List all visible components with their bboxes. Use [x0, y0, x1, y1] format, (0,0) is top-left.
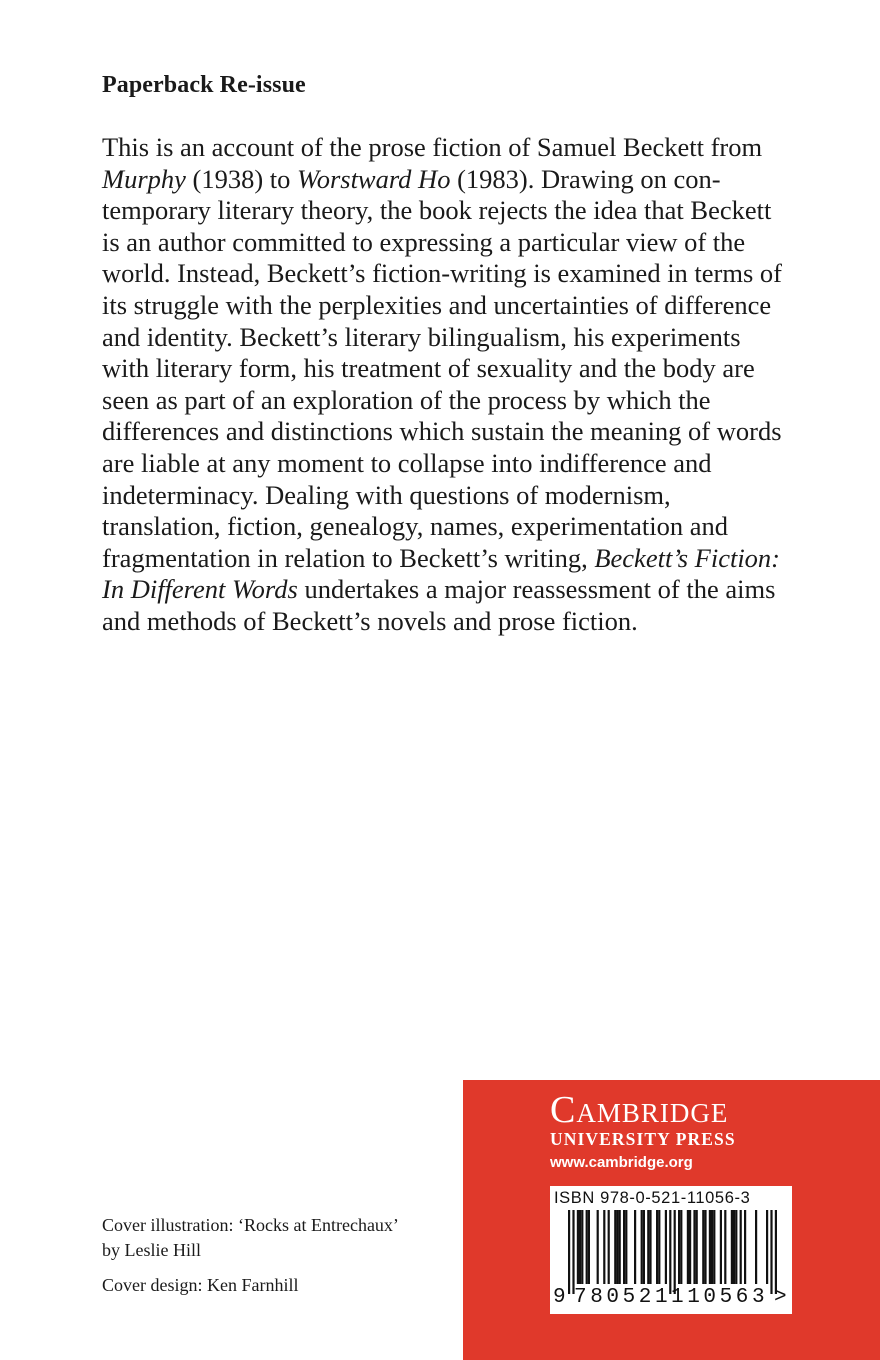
description-line [102, 164, 792, 196]
barcode-bar [623, 1210, 625, 1284]
barcode-bar [678, 1210, 680, 1284]
text-run: indeterminacy. Dealing with questions of modernism, [102, 479, 671, 510]
description-line [102, 353, 792, 385]
barcode-bar [616, 1210, 618, 1284]
description-line [102, 385, 792, 417]
barcode-bar [770, 1210, 772, 1294]
barcode-bar [696, 1210, 698, 1284]
italic-title: Worstward Ho [297, 163, 451, 194]
description-line [102, 416, 792, 448]
barcode-bar [766, 1210, 768, 1284]
publisher-url: www.cambridge.org [550, 1154, 693, 1171]
text-run: and methods of Beckett’s novels and prose fiction. [102, 605, 638, 636]
barcode-bar [713, 1210, 715, 1284]
barcode-bar [568, 1210, 570, 1294]
isbn-label: ISBN 978-0-521-11056-3 [554, 1189, 751, 1207]
description-line [102, 448, 792, 480]
barcode-bar [649, 1210, 651, 1284]
barcode-bar [658, 1210, 660, 1284]
text-run: undertakes a major reassessment of the aims [297, 574, 776, 605]
barcode-bar [619, 1210, 621, 1284]
barcode-bar [588, 1210, 590, 1284]
description-text [102, 132, 792, 638]
barcode-bar [755, 1210, 757, 1284]
illustration-credit-line1: Cover illustration: ‘Rocks at Entrechaux’ [102, 1215, 399, 1235]
text-run: and identity. Beckett’s literary bilingualism, his experiments [102, 321, 741, 352]
italic-title: Murphy [102, 163, 186, 194]
barcode-bar [647, 1210, 649, 1284]
text-run: world. Instead, Beckett’s fiction-writing is examined in terms of [102, 258, 783, 289]
barcode-bar [608, 1210, 610, 1284]
barcode-bar [674, 1210, 676, 1294]
publisher-subtitle: UNIVERSITY PRESS [550, 1129, 736, 1149]
barcode-bar [641, 1210, 643, 1284]
barcode-bar [656, 1210, 658, 1284]
text-run: differences and distinctions which sustain the meaning of words [102, 416, 782, 447]
barcode-bar [733, 1210, 735, 1284]
text-run: This is an account of the prose fiction of Samuel Beckett from [102, 132, 763, 162]
page-heading: Paperback Re-issue [102, 72, 306, 98]
illustration-credit-line2: by Leslie Hill [102, 1240, 201, 1260]
barcode-bar [724, 1210, 726, 1284]
text-run: its struggle with the perplexities and uncertainties of difference [102, 289, 772, 320]
barcode-bar [634, 1210, 636, 1284]
barcode-bar [731, 1210, 733, 1284]
barcode-bar [581, 1210, 583, 1284]
design-credit: Cover design: Ken Farnhill [102, 1275, 299, 1295]
description-line [102, 290, 792, 322]
text-run: (1938) to [185, 163, 298, 194]
description-line [102, 606, 792, 638]
publisher-block [463, 1080, 880, 1360]
description-line [102, 480, 792, 512]
barcode-bar [665, 1210, 667, 1284]
description-line [102, 195, 792, 227]
barcode-bar [643, 1210, 645, 1284]
description-line [102, 322, 792, 354]
text-run: are liable at any moment to collapse into indifference and [102, 447, 712, 478]
barcode-bar [709, 1210, 711, 1284]
barcode-bar [586, 1210, 588, 1284]
description-line [102, 574, 792, 606]
barcode-quiet-marker: > [774, 1286, 787, 1309]
italic-title: Beckett’s Fiction: [594, 542, 781, 573]
barcode-bar [693, 1210, 695, 1284]
barcode-bar [572, 1210, 574, 1294]
barcode-bar [680, 1210, 682, 1284]
barcode-bar [711, 1210, 713, 1284]
barcode-bar [625, 1210, 627, 1284]
publisher-name: Cambridge [550, 1089, 729, 1131]
barcode-bar [689, 1210, 691, 1284]
barcode-bar [744, 1210, 746, 1284]
barcode-digits-left: 780521 [574, 1286, 672, 1309]
barcode-bar [579, 1210, 581, 1284]
barcode-bar [735, 1210, 737, 1284]
description-line [102, 258, 792, 290]
text-run: fragmentation in relation to Beckett’s writing, [102, 542, 595, 573]
barcode-bar [740, 1210, 742, 1284]
description-line [102, 511, 792, 543]
barcode-bar [704, 1210, 706, 1284]
barcode-bar [702, 1210, 704, 1284]
barcode-bar [614, 1210, 616, 1284]
description-line [102, 543, 792, 575]
text-run: temporary literary theory, the book rejects the idea that Beckett [102, 195, 772, 226]
text-run: is an author committed to expressing a particular view of the [102, 226, 746, 257]
cover-credits [102, 1213, 399, 1298]
barcode-bar [577, 1210, 579, 1284]
description-line [102, 227, 792, 259]
barcode [550, 1186, 792, 1314]
barcode-bar [669, 1210, 671, 1294]
barcode-bar [603, 1210, 605, 1284]
text-run: with literary form, his treatment of sexuality and the body are [102, 353, 755, 384]
description-line [102, 132, 792, 164]
text-run: (1983). Drawing on con- [450, 163, 721, 194]
barcode-bar [597, 1210, 599, 1284]
text-run: translation, fiction, genealogy, names, experimentation and [102, 511, 728, 542]
barcode-digit-lead: 9 [553, 1286, 566, 1309]
barcode-digits-right: 110563 [671, 1286, 769, 1309]
barcode-bar [775, 1210, 777, 1294]
text-run: seen as part of an exploration of the process by which the [102, 384, 711, 415]
barcode-bar [720, 1210, 722, 1284]
italic-title: In Different Words [102, 574, 298, 605]
barcode-bar [687, 1210, 689, 1284]
